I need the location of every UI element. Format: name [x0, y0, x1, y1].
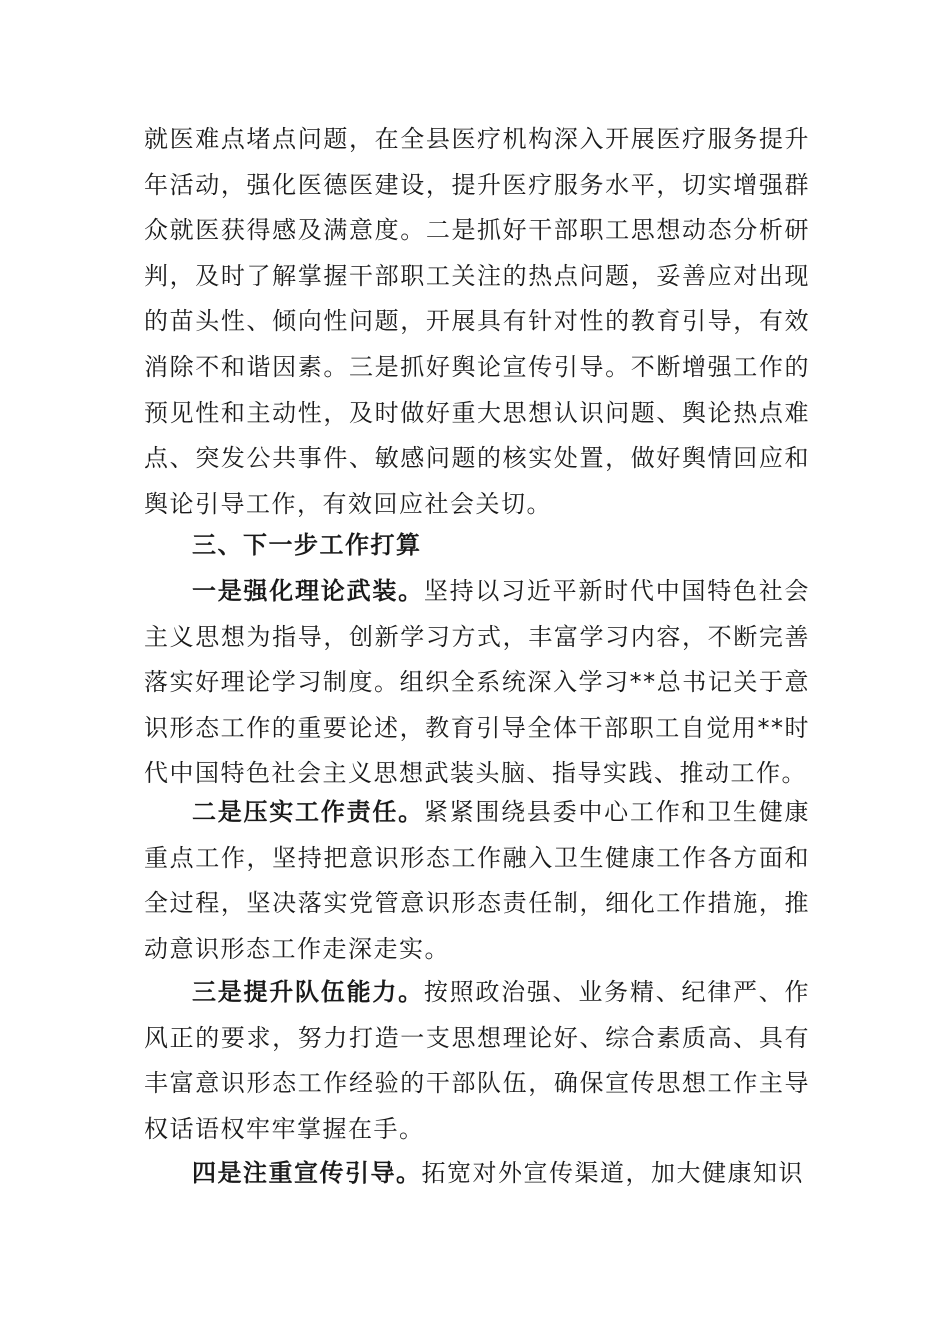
item-body: 拓宽对外宣传渠道，加大健康知识	[421, 1159, 804, 1187]
item-body: 紧紧围绕县委中心工作和卫生健康重点工作，坚持把意识形态工作融入卫生健康工作各方面和全过程，坚决落实党管意识形态责任制，细化工作措施，推动意识形态工作走深走实。	[144, 798, 811, 963]
paragraph-intro-continuation	[144, 117, 810, 527]
paragraph-text	[144, 970, 810, 1152]
paragraph-item-3	[144, 970, 810, 1152]
paragraph-item-2	[144, 790, 810, 972]
section-heading	[144, 523, 810, 569]
item-lead: 二是压实工作责任。	[192, 798, 424, 826]
item-lead: 三是提升队伍能力。	[192, 978, 424, 1006]
paragraph-text	[144, 790, 810, 972]
item-lead: 四是注重宣传引导。	[192, 1159, 422, 1187]
paragraph-item-4	[144, 1151, 810, 1197]
paragraph-text	[144, 569, 810, 797]
item-body: 坚持以习近平新时代中国特色社会主义思想为指导，创新学习方式，丰富学习内容，不断完善落实好理论学习制度。组织全系统深入学习**总书记关于意识形态工作的重要论述，教育引导全体干部职工自觉用**时代中国特色社会主义思想武装头脑、指导实践、推动工作。	[144, 577, 811, 788]
paragraph-text: 就医难点堵点问题，在全县医疗机构深入开展医疗服务提升年活动，强化医德医建设，提升医疗服务水平，切实增强群众就医获得感及满意度。二是抓好干部职工思想动态分析研判，及时了解掌握干部职工关注的热点问题，妥善应对出现的苗头性、倾向性问题，开展具有针对性的教育引导，有效消除不和谐因素。三是抓好舆论宣传引导。不断增强工作的预见性和主动性，及时做好重大思想认识问题、舆论热点难点、突发公共事件、敏感问题的核实处置，做好舆情回应和舆论引导工作，有效回应社会关切。	[144, 125, 810, 518]
item-body: 按照政治强、业务精、纪律严、作风正的要求，努力打造一支思想理论好、综合素质高、具有丰富意识形态工作经验的干部队伍，确保宣传思想工作主导权话语权牢牢掌握在手。	[144, 978, 811, 1143]
paragraph-item-1	[144, 569, 810, 797]
paragraph-text	[144, 1151, 810, 1197]
item-lead: 一是强化理论武装。	[192, 577, 424, 605]
section-3-heading: 三、下一步工作打算	[192, 531, 422, 559]
